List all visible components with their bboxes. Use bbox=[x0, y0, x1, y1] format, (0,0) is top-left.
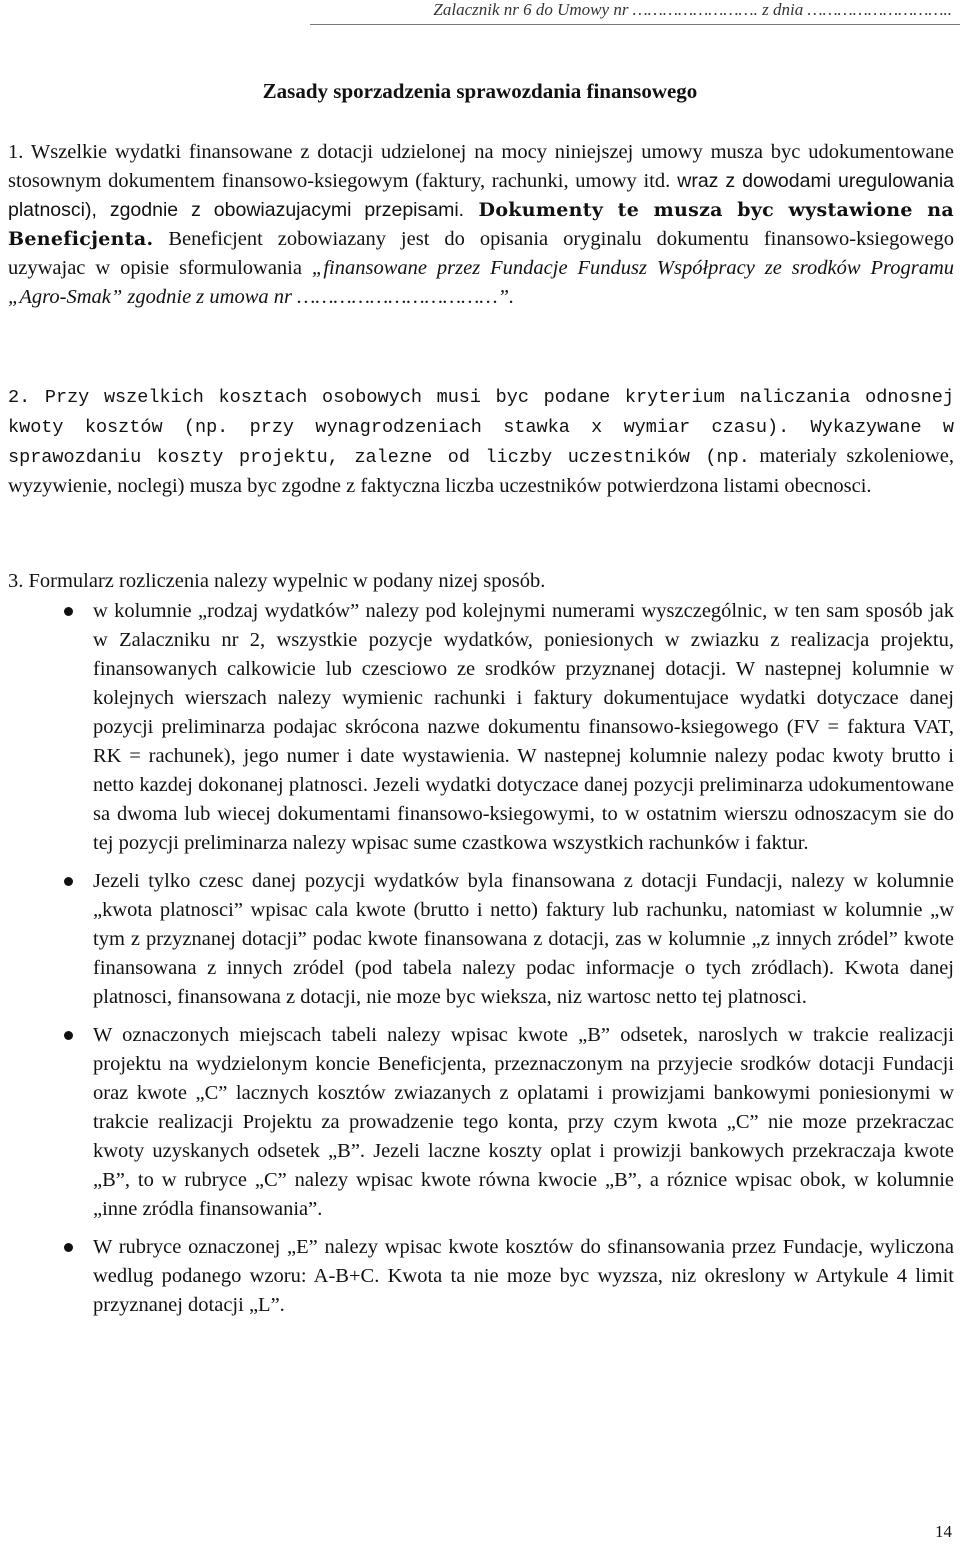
section-1-intro: 1. Wszelkie wydatki finansowane z dotacji udzielonej na mocy niniejszej umowy musza byc udokumentowane stosownym dokumentem finansowo-ksiegowym (faktury, rachunki, umowy itd. bbox=[8, 141, 954, 192]
section-1-quote: „finansowane przez Fundacje Fundusz Współpracy ze srodków Programu „Agro-Smak” zgodnie z umowa nr ……………………………”. bbox=[8, 257, 954, 308]
section-2-participant-costs: Wykazywane w sprawozdaniu koszty projektu, zalezne od liczby uczestników (np. bbox=[8, 417, 954, 468]
section-3-bullet-list bbox=[8, 597, 954, 1329]
section-1-payment-proof: wraz z dowodami uregulowania platnosci), zgodnie z obowiazujacymi przepisami. bbox=[8, 170, 954, 221]
bullet-text: w kolumnie „rodzaj wydatków” nalezy pod kolejnymi numerami wyszczególnic, w ten sam sposób jak w Zalaczniku nr 2, wszystkie pozycje wydatków, poniesionych w zwiazku z realizacja projektu, finansowanych calkowicie lub czesciowo ze srodków przyznanej dotacji. W nastepnej kolumnie w kolejnych wierszach nalezy wymienic rachunki i faktury dokumentujace wydatki dotyczace danej pozycji preliminarza podajac skrócona nazwe dokumentu finansowo-ksiegowego (FV = faktura VAT, RK = rachunek), jego numer i date wystawienia. W nastepnej kolumnie nalezy podac kwoty brutto i netto kazdej dokonanej platnosci. Jezeli wydatki dotyczace danej pozycji preliminarza udokumentowane sa dwoma lub wiecej dokumentami finansowo-ksiegowymi, to w ostatnim wierszu odnoszacym sie do tej pozycji preliminarza nalezy wpisac sume czastkowa wszystkich rachunków i faktur. bbox=[93, 600, 954, 854]
page-header: Zalacznik nr 6 do Umowy nr ……………………. z dnia ……………………….. bbox=[433, 0, 952, 19]
bullet-text: Jezeli tylko czesc danej pozycji wydatków byla finansowana z dotacji Fundacji, nalezy w kolumnie „kwota platnosci” wpisac cala kwote (brutto i netto) faktury lub rachunku, natomiast w kolumnie „w tym z przyznanej dotacji” podac kwote finansowana z dotacji, zas w kolumnie „z innych zródel” kwote finansowana z innych zródel (pod tabela nalezy podac informacje o tych zródlach). Kwota danej platnosci, finansowana z dotacji, nie moze byc wieksza, niz wartosc netto tej platnosci. bbox=[93, 870, 954, 1008]
section-2-attendance: materialy szkoleniowe, wyzywienie, noclegi) musza byc zgodne z faktyczna liczba uczestników potwierdzona listami obecnosci. bbox=[8, 445, 954, 497]
section-3-intro: 3. Formularz rozliczenia nalezy wypelnic w podany nizej sposób. bbox=[8, 570, 546, 592]
document-title: Zasady sporzadzenia sprawozdania finansowego bbox=[262, 79, 698, 103]
list-item bbox=[8, 867, 954, 1012]
bullet-icon bbox=[64, 877, 73, 886]
list-item bbox=[8, 597, 954, 858]
list-item bbox=[8, 1021, 954, 1224]
bullet-icon bbox=[64, 1243, 73, 1252]
bullet-text: W rubryce oznaczonej „E” nalezy wpisac kwote kosztów do sfinansowania przez Fundacje, wyliczona wedlug podanego wzoru: A-B+C. Kwota ta nie moze byc wyzsza, niz okreslony w Artykule 4 limit przyznanej dotacji „L”. bbox=[93, 1236, 954, 1316]
header-rule bbox=[310, 24, 960, 25]
bullet-text: W oznaczonych miejscach tabeli nalezy wpisac kwote „B” odsetek, naroslych w trakcie realizacji projektu na wydzielonym koncie Beneficjenta, przeznaczonym na przyjecie srodków dotacji Fundacji oraz kwote „C” lacznych kosztów zwiazanych z oplatami i prowizjami bankowymi poniesionymi w trakcie realizacji Projektu za prowadzenie tego konta, przy czym kwota „C” nie moze przekraczac kwoty uzyskanych odsetek „B”. Jezeli laczne koszty oplat i prowizji bankowych przekraczaja kwote „B”, to w rubryce „C” nalezy wpisac kwote równa kwocie „B”, a róznice wpisac obok, w kolumnie „inne zródla finansowania”. bbox=[93, 1024, 954, 1220]
section-2 bbox=[8, 382, 954, 501]
section-1-description: Beneficjent zobowiazany jest do opisania oryginalu dokumentu finansowo-ksiegowego uzywajac w opisie sformulowania bbox=[8, 228, 954, 279]
list-item bbox=[8, 1233, 954, 1320]
section-2-personal-costs: 2. Przy wszelkich kosztach osobowych musi byc podane kryterium naliczania odnosnej kwoty kosztów (np. przy wynagrodzeniach stawka x wymiar czasu). bbox=[8, 387, 954, 438]
section-1-beneficiary-note: Dokumenty te musza byc wystawione na Beneficjenta. bbox=[8, 199, 954, 250]
bullet-icon bbox=[64, 1031, 73, 1040]
bullet-icon bbox=[64, 607, 73, 616]
section-1 bbox=[8, 138, 954, 312]
page-number: 14 bbox=[935, 1522, 952, 1541]
